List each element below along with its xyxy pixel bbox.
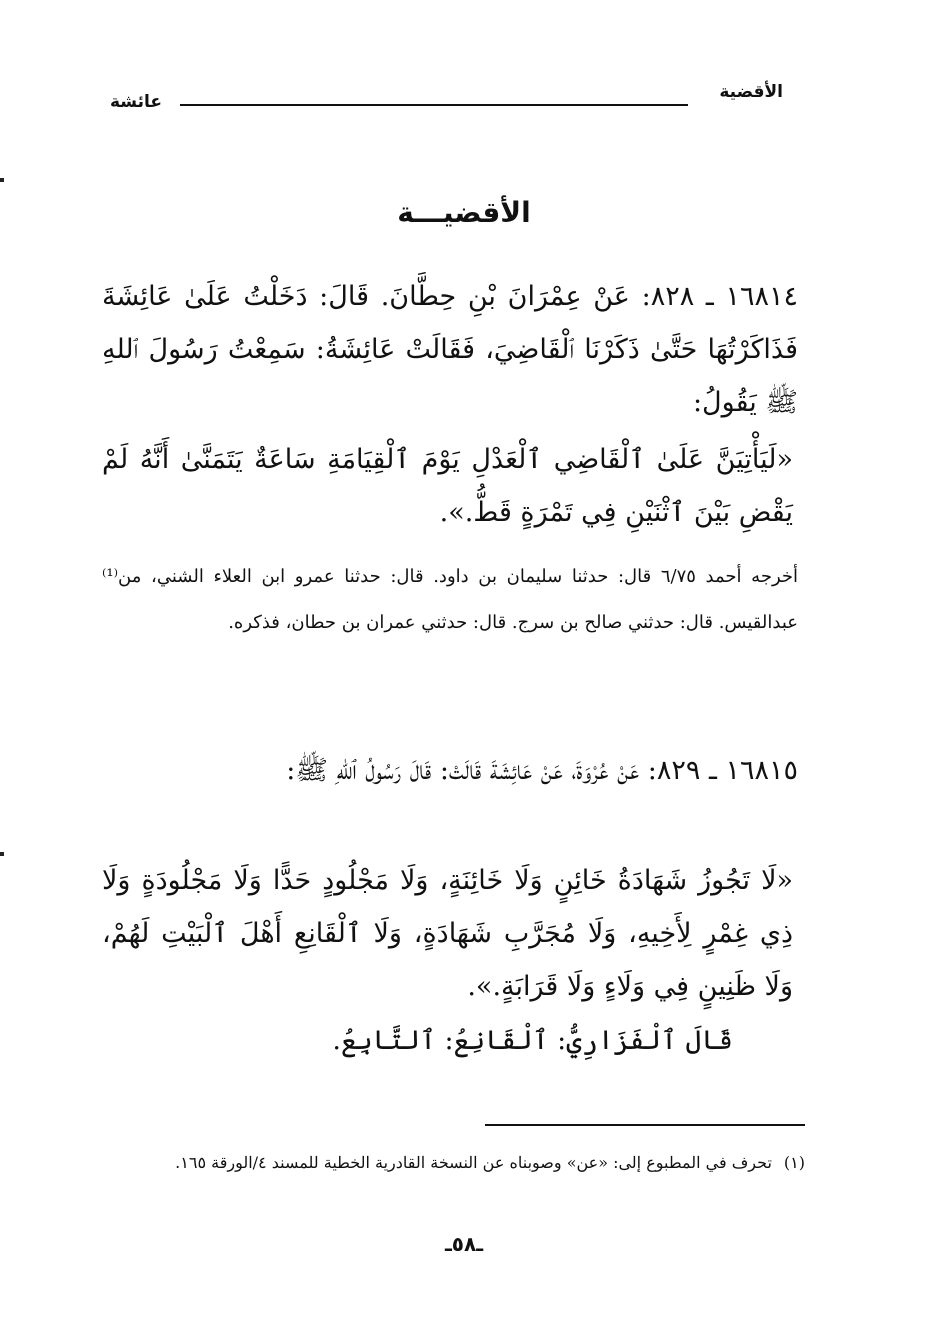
header-chapter-title: الأقضية (719, 82, 783, 102)
footnote-text: تحرف في المطبوع إلى: «عن» وصوبناه عن النسخة القادرية الخطية للمسند ٤/الورقة ١٦٥. (175, 1153, 772, 1172)
hadith-828-text: ١٦٨١٤ ـ ٨٢٨: عَنْ عِمْرَانَ بْنِ حِطَّانَ. قَالَ: دَخَلْتُ عَلَىٰ عَائِشَةَ فَذَاكَرْتُهَا حَتَّىٰ ذَكَرْنَا ٱلْقَاضِيَ، فَقَالَتْ عَائِشَةُ: سَمِعْتُ رَسُولَ ٱللهِ ﷺ يَقُولُ: (102, 281, 799, 418)
scan-mark (0, 178, 4, 182)
header-rule (180, 104, 688, 106)
running-header (110, 82, 783, 116)
page-number: ـ٥٨ـ (444, 1232, 484, 1256)
takhrij-828: أخرجه أحمد ٦/٧٥ قال: حدثنا سليمان بن داود. قال: حدثنا عمرو ابن العلاء الشني، من⁽¹⁾ عبدالقيس. قال: حدثني صالح بن سرج. قال: حدثني عمران بن حطان، فذكره. (102, 566, 799, 633)
hadith-829-text: ١٦٨١٥ ـ ٨٢٩: عَنْ عُرْوَةَ، عَنْ عَائِشَةَ قَالَتْ: قَالَ رَسُولُ ٱللهِ ﷺ: (286, 755, 798, 786)
hadith-829-quote: «لَا تَجُوزُ شَهَادَةُ خَائِنٍ وَلَا خَائِنَةٍ، وَلَا مَجْلُودٍ حَدًّا وَلَا مَجْلُودَةٍ وَلَا ذِي غِمْرٍ لِأَخِيهِ، وَلَا مُجَرَّبِ شَهَادَةٍ، وَلَا ٱلْقَانِعِ أَهْلَ ٱلْبَيْتِ لَهُمْ، وَلَا ظَنِينٍ فِي وَلَاءٍ وَلَا قَرَابَةٍ.». (102, 865, 793, 1002)
footnote-rule (485, 1124, 805, 1126)
footnote-number: (١) (783, 1153, 805, 1172)
hadith-829-fazari: قَالَ ٱلْفَزَارِيُّ: ٱلْقَانِعُ: ٱلتَّابِعُ. (332, 1025, 733, 1056)
hadith-828-quote: «لَيَأْتِيَنَّ عَلَىٰ ٱلْقَاضِي ٱلْعَدْلِ يَوْمَ ٱلْقِيَامَةِ سَاعَةٌ يَتَمَنَّىٰ أَنَّهُ لَمْ يَقْضِ بَيْنَ ٱثْنَيْنِ فِي تَمْرَةٍ قَطُّ.». (102, 444, 793, 528)
header-section-title: عائشة (110, 92, 162, 112)
chapter-title: الأقضيـــة (397, 196, 531, 229)
footnote (110, 1146, 805, 1180)
scan-mark (0, 852, 4, 856)
